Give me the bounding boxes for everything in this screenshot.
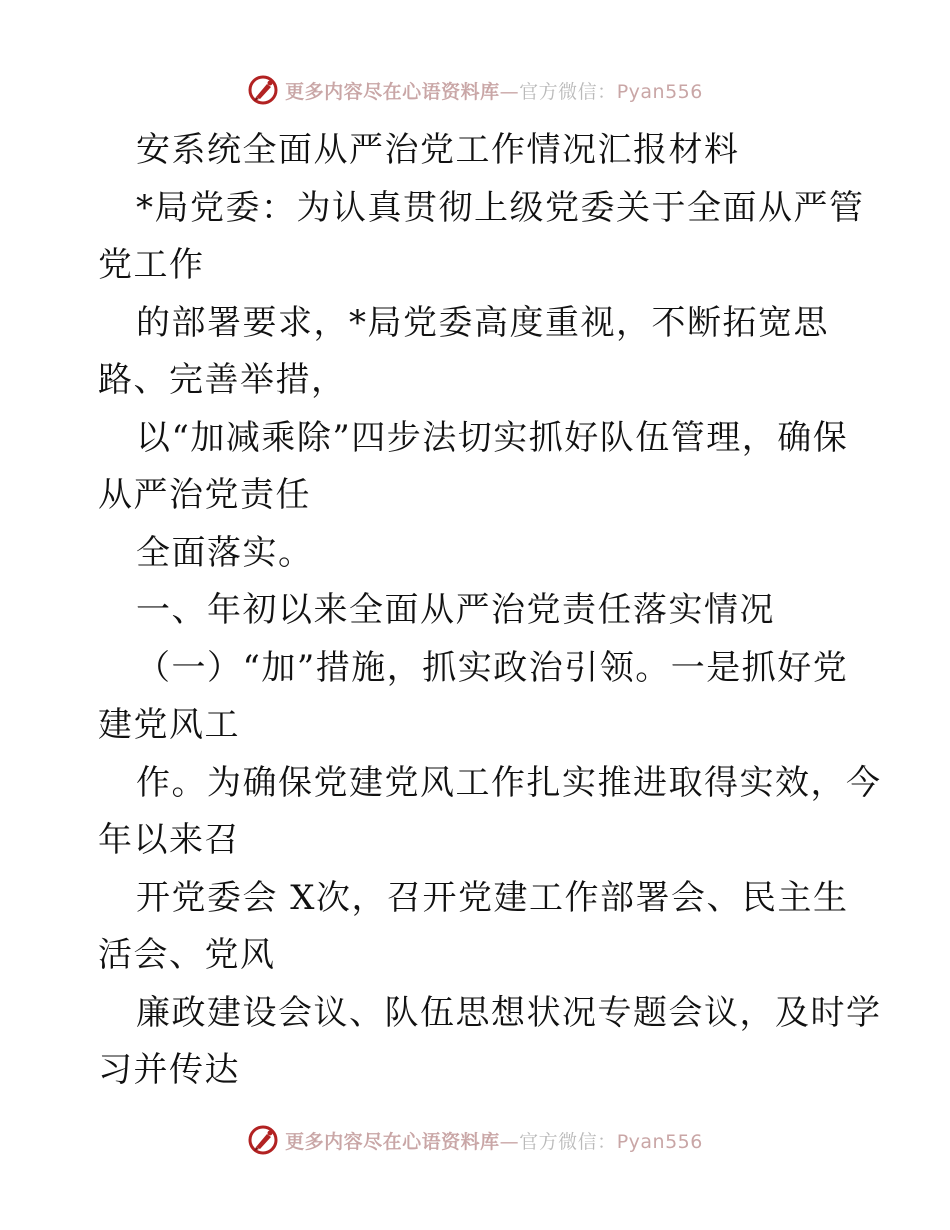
paragraph-line: 廉政建设会议、队伍思想状况专题会议，及时学: [136, 992, 882, 1033]
banner-caption: [285, 1127, 703, 1154]
document-body: [98, 122, 882, 1100]
paragraph-line: 活会、党风: [98, 935, 276, 975]
banner-wechat-label: 官方微信：: [519, 1130, 617, 1153]
paragraph-line: 的部署要求，*局党委高度重视，不断拓宽思: [136, 302, 829, 343]
banner-separator: —: [499, 80, 520, 103]
banner-site-name: 更多内容尽在心语资料库: [285, 1130, 500, 1153]
banner-wechat-label: 官方微信：: [519, 80, 617, 103]
banner-site-name: 更多内容尽在心语资料库: [285, 80, 500, 103]
doc-title: 安系统全面从严治党工作情况汇报材料: [136, 130, 740, 170]
section-heading: 一、年初以来全面从严治党责任落实情况: [136, 590, 775, 630]
banner-wechat-id: Pyan556: [616, 1130, 703, 1153]
paragraph-line: 党工作: [98, 245, 205, 285]
paragraph-line: *局党委：为认真贯彻上级党委关于全面从严管: [136, 187, 865, 228]
paragraph-line: 从严治党责任: [98, 475, 311, 515]
paragraph-line: 开党委会 X次，召开党建工作部署会、民主生: [136, 877, 849, 918]
paragraph-line: 全面落实。: [136, 532, 314, 573]
paragraph-line: 以“加减乘除”四步法切实抓好队伍管理，确保: [136, 417, 849, 458]
pen-logo-icon: [247, 74, 279, 106]
banner-caption: [285, 77, 703, 104]
banner-separator: —: [499, 1130, 520, 1153]
paragraph-line: 作。为确保党建党风工作扎实推进取得实效，今: [136, 762, 882, 803]
paragraph-line: （一）“加”措施，抓实政治引领。一是抓好党: [136, 647, 849, 688]
banner-wechat-id: Pyan556: [616, 80, 703, 103]
paragraph-line: 路、完善举措，: [98, 360, 347, 400]
paragraph-line: 年以来召: [98, 820, 240, 860]
pen-logo-icon: [247, 1124, 279, 1156]
header-banner: [0, 70, 950, 110]
paragraph-line: 习并传达: [98, 1050, 240, 1090]
paragraph-line: 建党风工: [98, 705, 240, 745]
footer-banner: [0, 1120, 950, 1160]
